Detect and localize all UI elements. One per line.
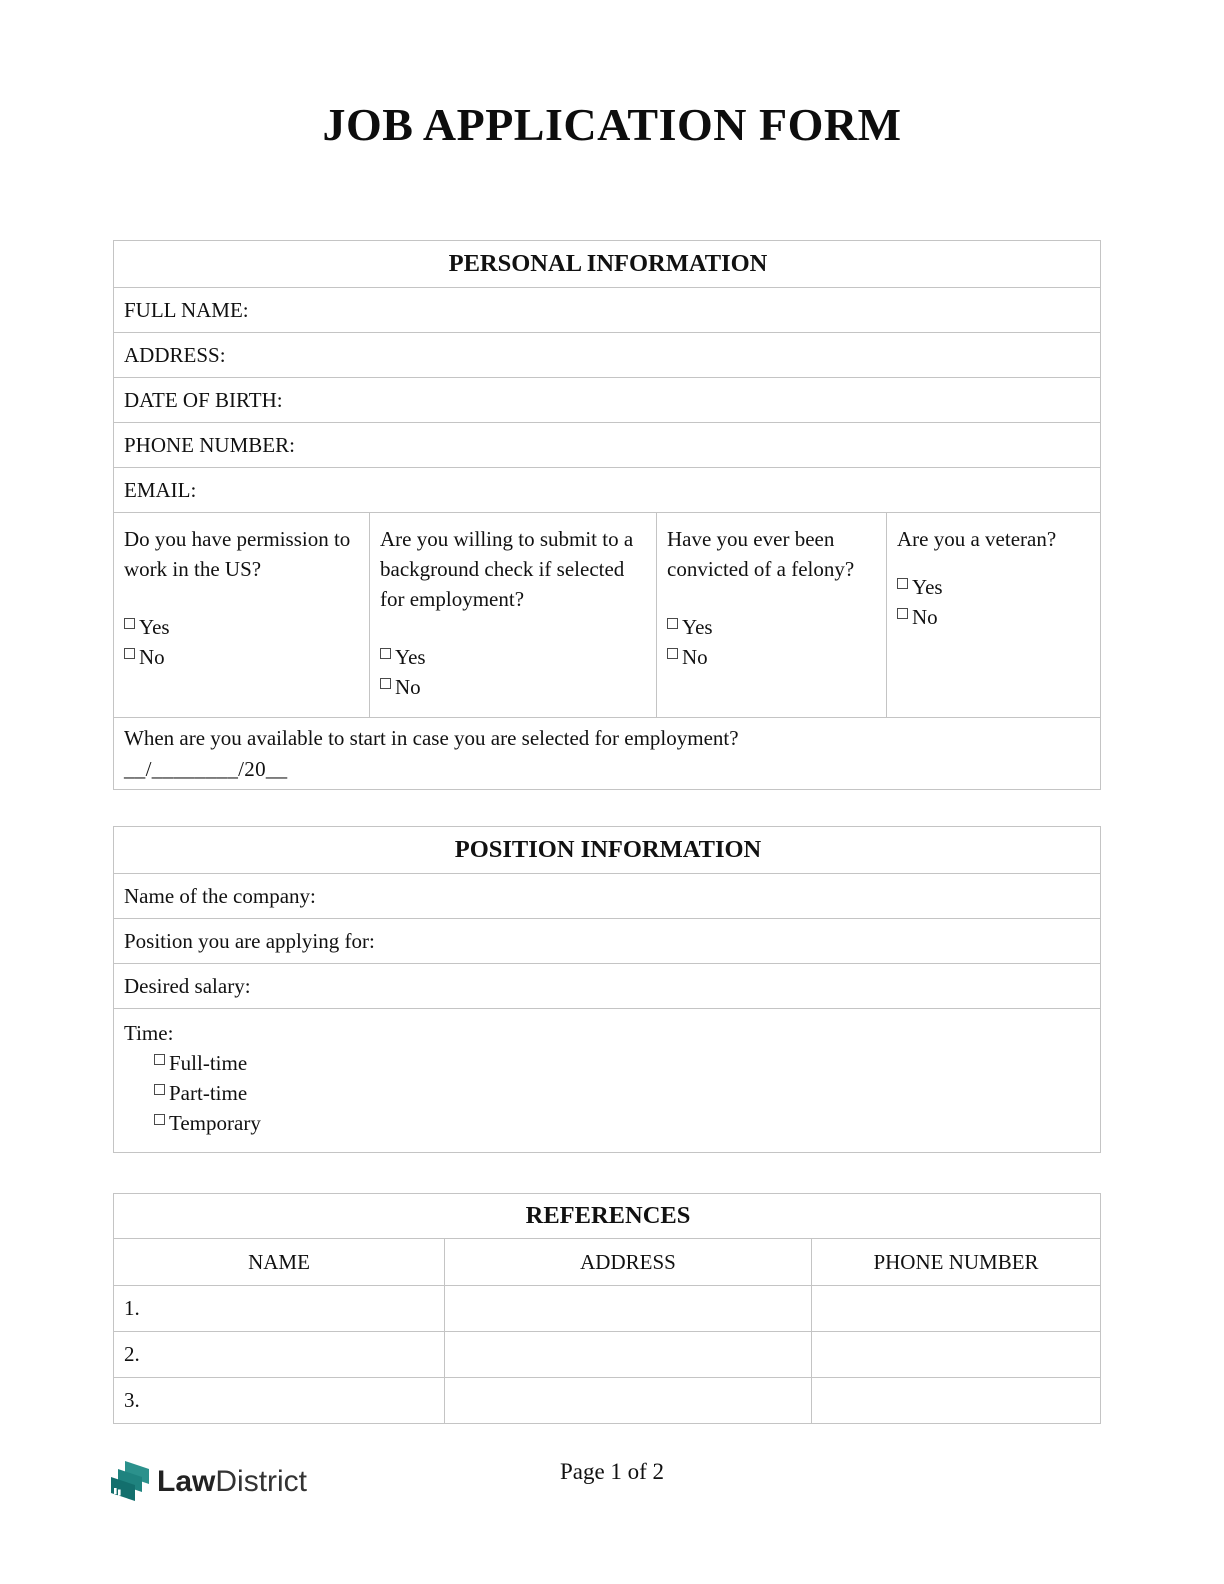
checkbox-label: No [912, 605, 938, 629]
reference-3-number[interactable]: 3. [114, 1378, 445, 1424]
page-title: JOB APPLICATION FORM [322, 99, 902, 150]
felony-no-checkbox[interactable] [667, 648, 678, 659]
checkbox-label: Full-time [169, 1051, 248, 1075]
full-name-field[interactable]: FULL NAME: [114, 288, 1101, 333]
reference-1-address-cell[interactable] [445, 1286, 812, 1332]
checkbox-label: Yes [682, 615, 713, 639]
position-information-table [113, 826, 1101, 1153]
reference-2-address-cell[interactable] [445, 1332, 812, 1378]
personal-information-table [113, 240, 1101, 790]
part-time-checkbox[interactable] [154, 1084, 165, 1095]
question-text: Are you a veteran? [897, 527, 1057, 551]
reference-row-1 [114, 1286, 1101, 1332]
question-work-permission [114, 513, 370, 718]
desired-salary-field[interactable]: Desired salary: [114, 964, 1101, 1009]
availability-field[interactable] [114, 718, 1101, 790]
checkbox-label: No [682, 645, 708, 669]
time-label: Time: [124, 1021, 174, 1045]
references-column-name: NAME [114, 1239, 445, 1286]
checkbox-label: Yes [395, 645, 426, 669]
reference-row-2 [114, 1332, 1101, 1378]
logo-district-text: District [215, 1465, 308, 1498]
personal-information-header: PERSONAL INFORMATION [114, 241, 1101, 288]
references-column-address: ADDRESS [445, 1239, 812, 1286]
page-number: Page 1 of 2 [559, 1459, 665, 1484]
temporary-checkbox[interactable] [154, 1114, 165, 1125]
phone-number-field[interactable]: PHONE NUMBER: [114, 423, 1101, 468]
time-field [114, 1009, 1101, 1153]
question-felony [657, 513, 887, 718]
checkbox-label: Yes [912, 575, 943, 599]
checkbox-label: Part-time [169, 1081, 248, 1105]
reference-2-phone-cell[interactable] [812, 1332, 1101, 1378]
veteran-no-checkbox[interactable] [897, 608, 908, 619]
background-check-yes-checkbox[interactable] [380, 648, 391, 659]
question-text: Have you ever been convicted of a felony? [667, 527, 855, 581]
veteran-yes-checkbox[interactable] [897, 578, 908, 589]
position-applying-field[interactable]: Position you are applying for: [114, 919, 1101, 964]
work-permission-no-checkbox[interactable] [124, 648, 135, 659]
question-veteran [887, 513, 1101, 718]
checkbox-label: No [139, 645, 165, 669]
email-field[interactable]: EMAIL: [114, 468, 1101, 513]
position-information-header: POSITION INFORMATION [114, 827, 1101, 874]
reference-1-phone-cell[interactable] [812, 1286, 1101, 1332]
references-column-phone: PHONE NUMBER [812, 1239, 1101, 1286]
checkbox-label: No [395, 675, 421, 699]
availability-question: When are you available to start in case you are selected for employment? [124, 726, 739, 750]
date-of-birth-field[interactable]: DATE OF BIRTH: [114, 378, 1101, 423]
reference-3-phone-cell[interactable] [812, 1378, 1101, 1424]
reference-1-number[interactable]: 1. [114, 1286, 445, 1332]
checkbox-label: Temporary [169, 1111, 261, 1135]
checkbox-label: Yes [139, 615, 170, 639]
reference-3-address-cell[interactable] [445, 1378, 812, 1424]
full-time-checkbox[interactable] [154, 1054, 165, 1065]
availability-answer-line[interactable]: __/________/20__ [124, 757, 288, 781]
reference-row-3 [114, 1378, 1101, 1424]
work-permission-yes-checkbox[interactable] [124, 618, 135, 629]
references-header: REFERENCES [114, 1194, 1101, 1239]
references-table [113, 1193, 1101, 1424]
address-field[interactable]: ADDRESS: [114, 333, 1101, 378]
felony-yes-checkbox[interactable] [667, 618, 678, 629]
background-check-no-checkbox[interactable] [380, 678, 391, 689]
company-name-field[interactable]: Name of the company: [114, 874, 1101, 919]
question-text: Are you willing to submit to a background check if selected for employment? [380, 527, 634, 611]
question-background-check [370, 513, 657, 718]
logo-law-text: Law [157, 1465, 216, 1498]
reference-2-number[interactable]: 2. [114, 1332, 445, 1378]
question-text: Do you have permission to work in the US? [124, 527, 351, 581]
